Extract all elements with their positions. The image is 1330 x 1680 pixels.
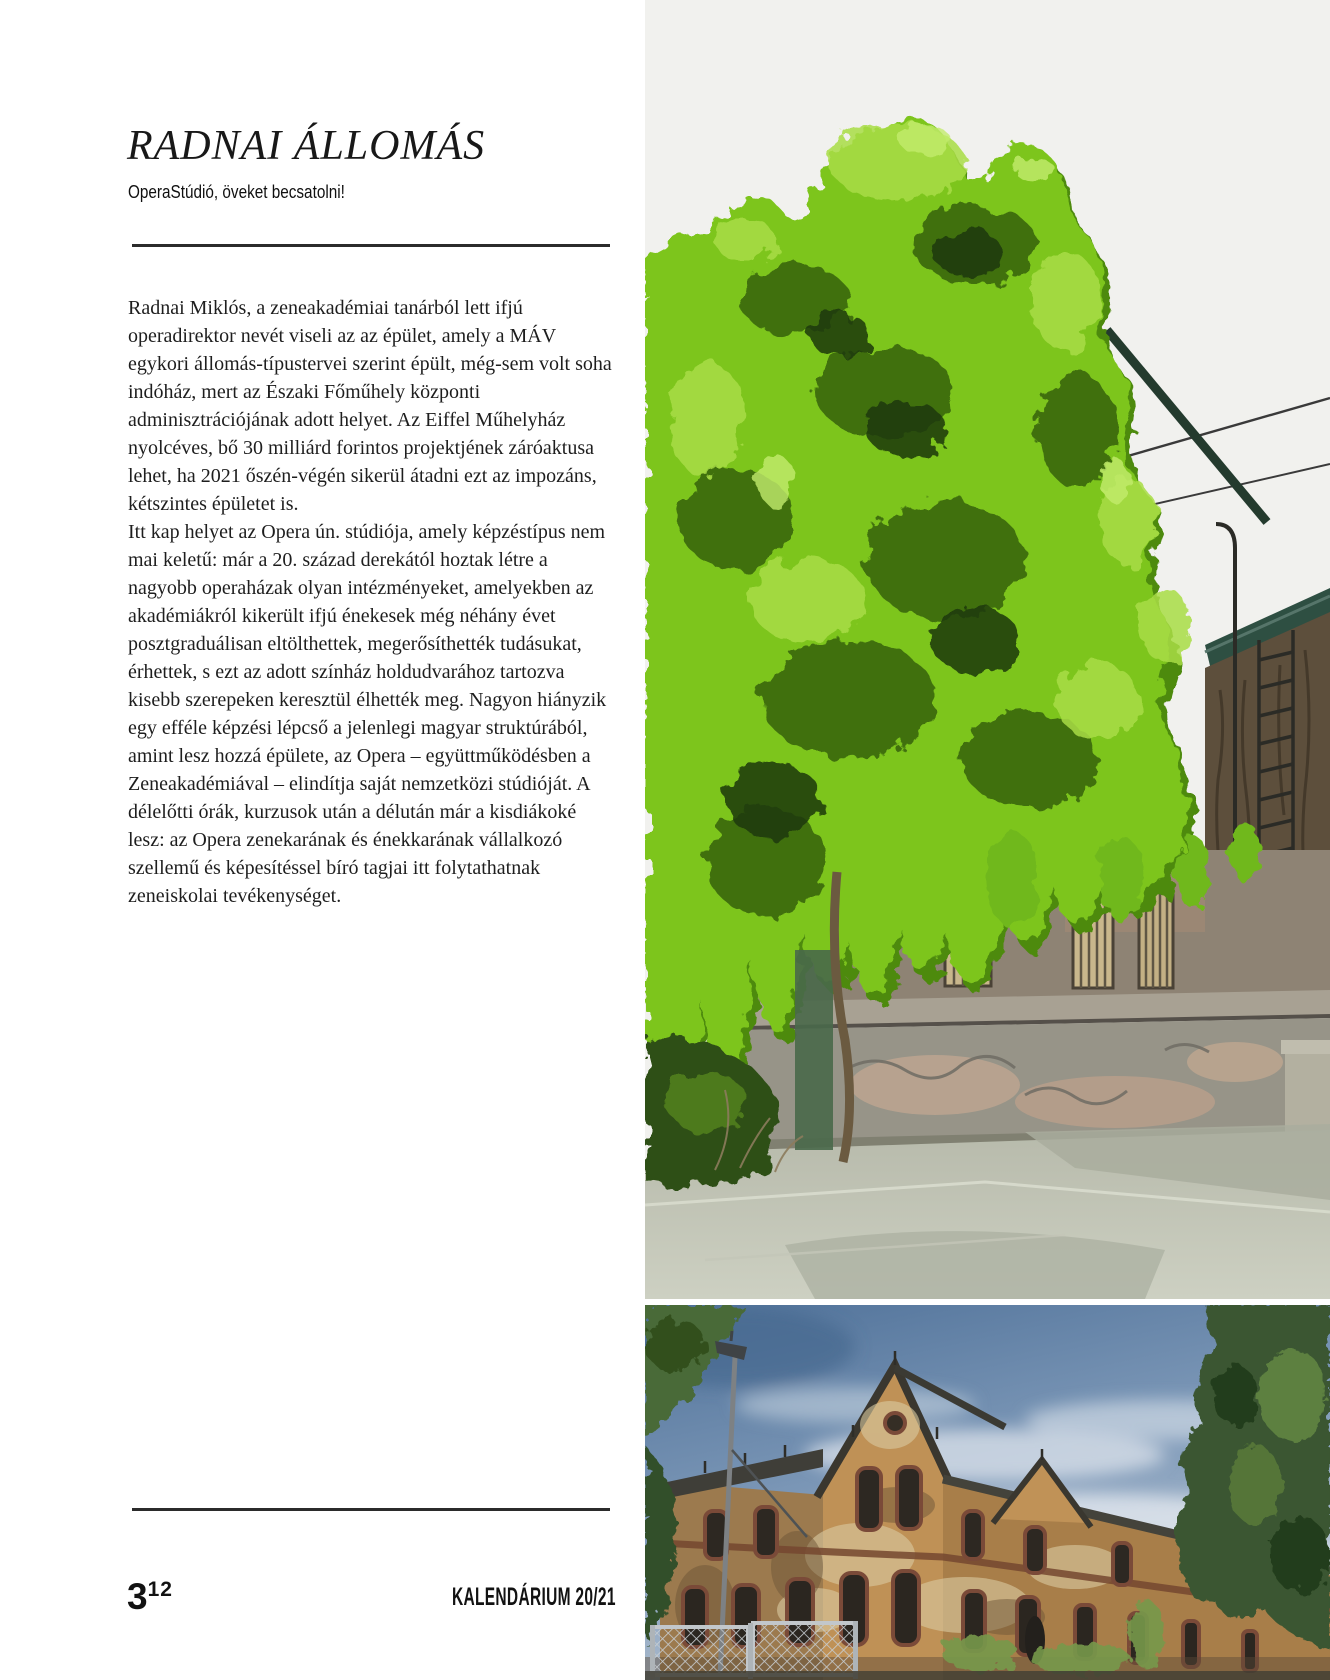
page-title: RADNAI ÁLLOMÁS <box>127 123 486 169</box>
page-number-small: 12 <box>147 1578 173 1601</box>
station-photo-svg <box>645 1305 1330 1680</box>
body-paragraph: Itt kap helyet az Opera ún. stúdiója, amely képzéstípus nem mai keletű: már a 20. század derekától hoztak létre a nagyobb operaházak olyan intézményeket, amelyekben az akadémiákról kikerült ifjú énekesek még néhány évet posztgraduálisan eltölthettek, megerősíthették tudásukat, érhettek, s ezt az adott színház holdudvarához tartozva kisebb szerepeken keresztül élhették meg. Nagyon hiányzik egy efféle képzési lépcső a jelenlegi magyar struktúrából, amint lesz hozzá épülete, az Opera – együttműködésben a Zeneakadémiával – elindítja saját nemzetközi stúdióját. A délelőtti órák, kurzusok után a délután már a kisdiákoké lesz: az Opera zenekarának és énekkarának vállalkozó szellemű és képesítéssel bíró tagjai itt folytathatnak zeneiskolai tevékenységet. <box>128 521 607 907</box>
page-number <box>127 1578 173 1615</box>
article-subtitle: OperaStúdió, öveket becsatolni! <box>128 182 345 202</box>
page-number-big: 3 <box>127 1576 148 1617</box>
footer-publication: KALENDÁRIUM 20/21 <box>452 1583 616 1611</box>
ivy-photo-svg <box>645 0 1330 1299</box>
top-rule <box>132 244 610 247</box>
body-paragraph: Radnai Miklós, a zeneakadémiai tanárból lett ifjú operadirektor nevét viseli az az épület, amely a MÁV egykori állomás-típustervei szerint épült, még-sem volt soha indóház, mert az Északi Főműhely központi adminisztrációjának adott helyet. Az Eiffel Műhelyház nyolcéves, bő 30 milliárd forintos projektjének záróaktusa lehet, ha 2021 őszén-végén sikerül átadni ezt az impozáns, kétszintes épületet is. <box>128 297 612 515</box>
photo-ivy-building <box>645 0 1330 1299</box>
bottom-rule <box>132 1508 610 1511</box>
photo-station-building <box>645 1305 1330 1680</box>
article-body <box>128 294 615 910</box>
construction-fence <box>650 1621 858 1679</box>
